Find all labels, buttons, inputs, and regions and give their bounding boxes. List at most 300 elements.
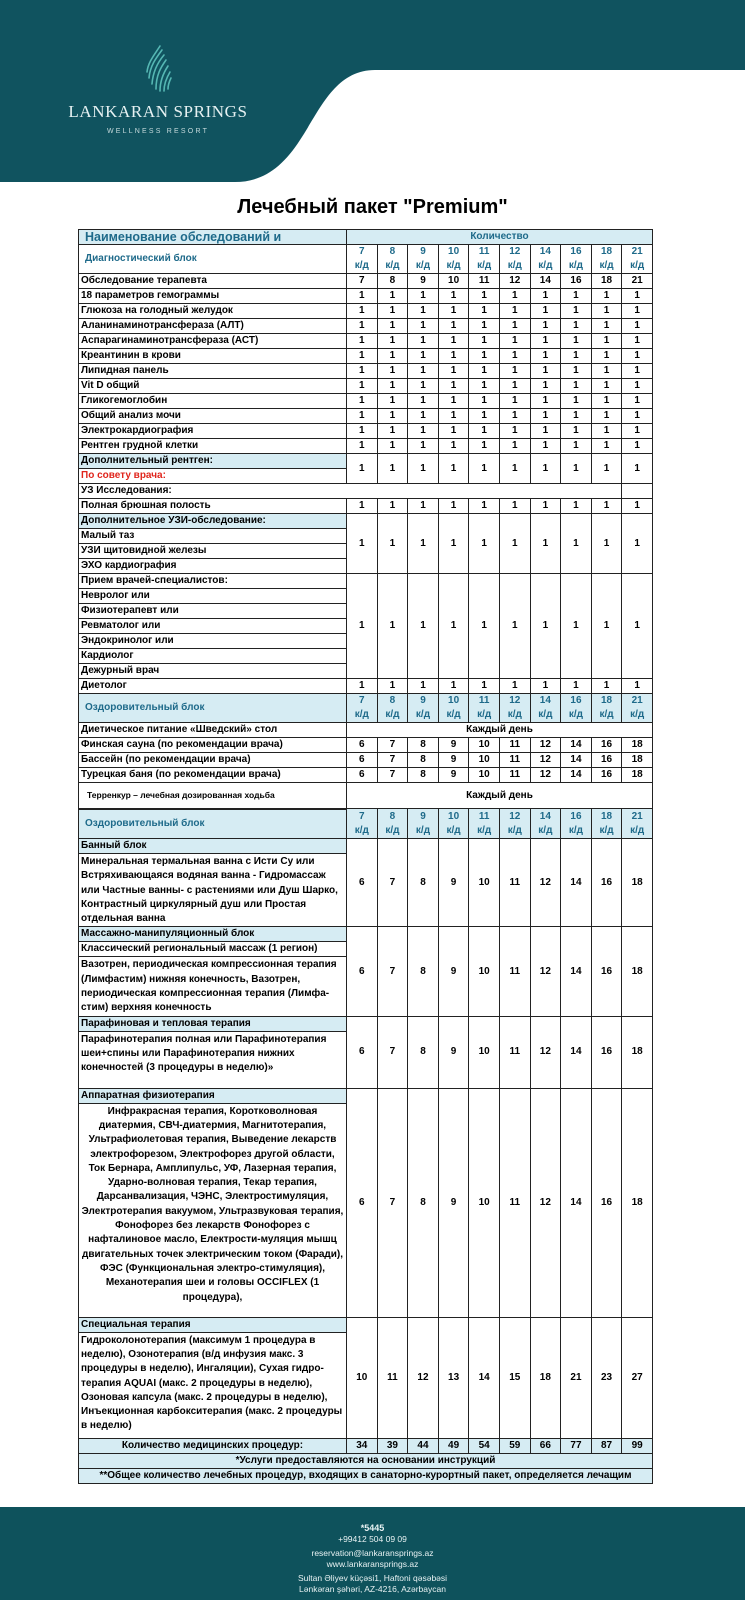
value-cell: 1	[347, 289, 378, 304]
day-column-header	[622, 245, 653, 274]
value-cell: 11	[499, 1088, 530, 1317]
brand-subtitle: WELLNESS RESORT	[106, 128, 210, 135]
day-unit: к/д	[415, 709, 431, 720]
column-header-quantity: Количество	[347, 230, 653, 245]
day-unit: к/д	[354, 709, 369, 720]
value-cell: 1	[499, 379, 530, 394]
value-cell: 8	[408, 1088, 439, 1317]
procedure-label: Гликогемоглобин	[79, 394, 347, 409]
value-cell: 1	[408, 379, 439, 394]
value-cell: 1	[591, 289, 622, 304]
procedure-label: Бассейн (по рекомендации врача)	[79, 753, 347, 768]
day-column-header	[347, 245, 378, 274]
specialist-label: Невролог или	[79, 589, 347, 604]
day-count: 7	[359, 810, 365, 822]
day-unit: к/д	[446, 824, 461, 836]
day-unit: к/д	[630, 824, 645, 836]
column-header-name: Наименование обследований и	[79, 230, 347, 245]
procedure-label: Общий анализ мочи	[79, 409, 347, 424]
value-cell: 18	[622, 753, 653, 768]
value-cell: 1	[622, 574, 653, 679]
value-cell: 14	[561, 927, 592, 1016]
value-cell: 54	[469, 1438, 500, 1453]
day-unit: к/д	[477, 824, 492, 836]
value-cell: 23	[591, 1317, 622, 1438]
value-cell: 10	[347, 1317, 378, 1438]
value-cell: 1	[561, 679, 592, 694]
day-unit: к/д	[568, 260, 584, 271]
value-cell: 14	[561, 1016, 592, 1088]
value-cell: 1	[622, 334, 653, 349]
value-cell: 1	[561, 319, 592, 334]
value-cell: 1	[408, 409, 439, 424]
value-cell: 16	[591, 753, 622, 768]
value-cell: 8	[408, 1016, 439, 1088]
day-count: 11	[478, 695, 490, 706]
value-cell: 1	[377, 289, 408, 304]
day-unit: к/д	[354, 824, 369, 836]
value-cell: 18	[622, 839, 653, 927]
value-cell: 1	[530, 439, 561, 454]
value-cell: 1	[408, 349, 439, 364]
value-cell: 1	[530, 454, 561, 484]
value-cell: 1	[499, 514, 530, 574]
group-title: Аппаратная физиотерапия	[79, 1088, 347, 1103]
value-cell: 1	[438, 319, 469, 334]
value-cell: 1	[438, 454, 469, 484]
drop-logo-icon	[140, 44, 176, 94]
value-cell: 1	[377, 454, 408, 484]
value-cell: 7	[377, 768, 408, 783]
brand-name: LANKARAN SPRINGS	[68, 102, 248, 121]
value-cell: 1	[530, 394, 561, 409]
value-cell: 1	[408, 334, 439, 349]
value-cell: 1	[377, 424, 408, 439]
value-cell: 1	[622, 454, 653, 484]
group-description: Минеральная термальная ванна с Исти Су или Встряхивающаяся водяная ванна - Гидромассаж или Частные ванны- с растениями или Душ Шарко, Контрастный циркулярный душ или Простая отдельная ванна	[79, 854, 347, 927]
procedure-label: Турецкая баня (по рекомендации врача)	[79, 768, 347, 783]
value-cell: 1	[622, 439, 653, 454]
day-unit: к/д	[415, 260, 431, 271]
value-cell: 18	[622, 738, 653, 753]
empty-cell	[622, 484, 653, 499]
procedure-label: Аланинаминотрансфераза (АЛТ)	[79, 319, 347, 334]
value-cell: 59	[499, 1438, 530, 1453]
day-count: 14	[539, 695, 551, 706]
value-cell: 1	[438, 289, 469, 304]
procedure-label: Обследование терапевта	[79, 274, 347, 289]
value-cell: 1	[469, 289, 500, 304]
value-cell: 1	[561, 514, 592, 574]
day-column-header	[499, 694, 530, 723]
group-subtitle: Классический региональный массаж (1 регион)	[79, 942, 347, 957]
value-cell: 1	[408, 424, 439, 439]
value-cell: 1	[377, 394, 408, 409]
value-cell: 1	[591, 379, 622, 394]
day-count: 12	[509, 695, 521, 706]
value-cell: 1	[438, 364, 469, 379]
day-unit: к/д	[568, 824, 584, 836]
day-count: 16	[570, 246, 582, 257]
value-cell: 1	[408, 304, 439, 319]
day-unit: к/д	[599, 260, 614, 271]
specialists-label: Прием врачей-специалистов:	[79, 574, 347, 589]
value-cell: 1	[530, 289, 561, 304]
value-cell: 16	[591, 927, 622, 1016]
value-cell: 14	[561, 768, 592, 783]
value-cell: 12	[530, 839, 561, 927]
wellness-row	[79, 753, 653, 768]
value-cell: 11	[499, 927, 530, 1016]
value-cell: 14	[469, 1317, 500, 1438]
dietolog-row	[79, 679, 653, 694]
value-cell: 1	[347, 679, 378, 694]
day-unit: к/д	[385, 709, 400, 720]
value-cell: 1	[622, 679, 653, 694]
day-column-header	[591, 809, 622, 839]
value-cell: 1	[469, 304, 500, 319]
value-cell: 1	[347, 454, 378, 484]
day-count: 14	[539, 810, 551, 822]
value-cell: 6	[347, 1088, 378, 1317]
diagnostic-row	[79, 289, 653, 304]
extra-xray-row	[79, 454, 653, 469]
day-unit: к/д	[354, 260, 369, 271]
short-number[interactable]: *5445	[360, 1523, 385, 1533]
day-column-header	[622, 809, 653, 839]
value-cell: 18	[622, 768, 653, 783]
value-cell: 1	[377, 379, 408, 394]
value-cell: 1	[469, 334, 500, 349]
value-cell: 6	[347, 839, 378, 927]
terrenkur-row	[79, 783, 653, 809]
value-cell: 1	[438, 379, 469, 394]
day-column-header	[530, 694, 561, 723]
value-cell: 1	[499, 289, 530, 304]
value-cell: 9	[438, 738, 469, 753]
value-cell: 1	[591, 349, 622, 364]
value-cell: 9	[438, 1016, 469, 1088]
day-column-header	[530, 245, 561, 274]
value-cell: 6	[347, 1016, 378, 1088]
value-cell: 1	[530, 499, 561, 514]
day-count: 16	[570, 810, 582, 822]
value-cell: 1	[622, 409, 653, 424]
value-cell: 1	[499, 439, 530, 454]
value-cell: 1	[561, 364, 592, 379]
day-column-header	[469, 694, 500, 723]
value-cell: 1	[469, 394, 500, 409]
day-column-header	[561, 245, 592, 274]
value-cell: 9	[408, 274, 439, 289]
value-cell: 1	[591, 394, 622, 409]
value-cell: 1	[408, 439, 439, 454]
package-table	[78, 229, 653, 1484]
day-unit: к/д	[446, 709, 461, 720]
value-cell: 8	[377, 274, 408, 289]
value-cell: 12	[499, 274, 530, 289]
value-cell: 1	[377, 499, 408, 514]
diagnostic-row	[79, 364, 653, 379]
day-count: 12	[509, 810, 521, 822]
value-cell: 1	[622, 514, 653, 574]
value-cell: 1	[591, 574, 622, 679]
diagnostic-row	[79, 409, 653, 424]
value-cell: 1	[561, 499, 592, 514]
value-cell: 1	[530, 574, 561, 679]
value-cell: 11	[499, 1016, 530, 1088]
day-unit: к/д	[538, 709, 553, 720]
value-cell: 1	[469, 454, 500, 484]
value-cell: 1	[561, 439, 592, 454]
day-column-header	[408, 245, 439, 274]
every-day-value: Каждый день	[347, 783, 653, 809]
note-row	[79, 1468, 653, 1483]
diagnostic-row	[79, 334, 653, 349]
value-cell: 1	[377, 334, 408, 349]
diagnostic-row	[79, 439, 653, 454]
value-cell: 1	[499, 319, 530, 334]
day-unit: к/д	[599, 709, 614, 720]
value-cell: 1	[499, 349, 530, 364]
day-column-header	[561, 809, 592, 839]
day-count: 10	[448, 695, 460, 706]
value-cell: 1	[438, 574, 469, 679]
day-unit: к/д	[538, 260, 553, 271]
value-cell: 87	[591, 1438, 622, 1453]
specialist-label: Эндокринолог или	[79, 634, 347, 649]
value-cell: 77	[561, 1438, 592, 1453]
value-cell: 1	[591, 454, 622, 484]
value-cell: 1	[499, 499, 530, 514]
day-unit: к/д	[507, 824, 522, 836]
value-cell: 1	[530, 319, 561, 334]
value-cell: 1	[377, 304, 408, 319]
value-cell: 1	[591, 439, 622, 454]
value-cell: 1	[561, 289, 592, 304]
value-cell: 1	[622, 304, 653, 319]
value-cell: 1	[499, 304, 530, 319]
procedure-label: Глюкоза на голодный желудок	[79, 304, 347, 319]
value-cell: 21	[622, 274, 653, 289]
value-cell: 1	[530, 349, 561, 364]
value-cell: 1	[622, 364, 653, 379]
us-item-label: ЭХО кардиография	[79, 559, 347, 574]
value-cell: 1	[561, 394, 592, 409]
day-unit: к/д	[599, 824, 614, 836]
procedure-label: Рентген грудной клетки	[79, 439, 347, 454]
day-count: 21	[631, 810, 643, 822]
us-label-row	[79, 484, 653, 499]
us-section-label: УЗ Исследования:	[79, 484, 622, 499]
value-cell: 14	[561, 753, 592, 768]
diagnostic-row	[79, 379, 653, 394]
value-cell: 1	[377, 574, 408, 679]
value-cell: 1	[347, 364, 378, 379]
group-description: Инфракрасная терапия, Коротковолновая диатермия, СВЧ-диатермия, Магнитотерапия, Ультрафиолетовая терапия, Выведение лекарств электрофорезом, Электрофорез другой области, Ток Бернара, Амплипульс, УФ, Лазерная терапия, Ударно-волновая терапия, Текар терапия, Дарсанвализация, ЧЭНС, Электростимуляция, Электротерапия вакуумом, Ультразвуковая терапия, Фонофорез без лекарств Фонофорез с нафталиновое масло, Електрости-муляция мышц двигательных точек электрическим током (Фаради), ФЭС (Функциональная электро-стимуляция), Механотерапия шеи и головы OCCIFLEX (1 процедура),	[79, 1103, 347, 1317]
total-row	[79, 1438, 653, 1453]
value-cell: 15	[499, 1317, 530, 1438]
value-cell: 7	[377, 1016, 408, 1088]
day-count: 7	[359, 246, 365, 257]
procedure-label: Креантинин в крови	[79, 349, 347, 364]
footer-contacts	[0, 1507, 745, 1600]
value-cell: 1	[408, 514, 439, 574]
value-cell: 9	[438, 927, 469, 1016]
day-unit: к/д	[507, 709, 522, 720]
value-cell: 1	[469, 499, 500, 514]
value-cell: 1	[469, 319, 500, 334]
value-cell: 1	[438, 394, 469, 409]
procedure-label: Липидная панель	[79, 364, 347, 379]
day-count: 21	[631, 695, 643, 706]
value-cell: 10	[469, 1016, 500, 1088]
group-description: Вазотрен, периодическая компрессионная терапия (Лимфастим) нижняя конечность, Вазотрен, периодическая компрессионная терапия (Лимфа-стим) верхняя конечность	[79, 957, 347, 1016]
diagnostic-row	[79, 274, 653, 289]
value-cell: 18	[591, 274, 622, 289]
diet-label: Диетическое питание «Шведский» стол	[79, 723, 347, 738]
value-cell: 27	[622, 1317, 653, 1438]
value-cell: 1	[530, 364, 561, 379]
day-unit: к/д	[630, 709, 645, 720]
value-cell: 1	[591, 679, 622, 694]
phone-number[interactable]: +99412 504 09 09	[338, 1533, 407, 1544]
procedure-label: Финская сауна (по рекомендации врача)	[79, 738, 347, 753]
wellness-block-label: Оздоровительный блок	[79, 809, 347, 839]
day-column-header	[591, 694, 622, 723]
value-cell: 1	[347, 424, 378, 439]
day-unit: к/д	[477, 260, 492, 271]
value-cell: 12	[530, 1088, 561, 1317]
day-count: 18	[600, 695, 613, 706]
value-cell: 8	[408, 753, 439, 768]
value-cell: 1	[469, 379, 500, 394]
day-column-header	[377, 694, 408, 723]
day-count: 16	[570, 695, 582, 706]
value-cell: 7	[347, 274, 378, 289]
value-cell: 1	[561, 574, 592, 679]
page-title: Лечебный пакет "Premium"	[237, 196, 508, 218]
value-cell: 1	[530, 409, 561, 424]
group-title: Специальная терапия	[79, 1317, 347, 1332]
day-count: 12	[509, 246, 521, 257]
value-cell: 1	[591, 364, 622, 379]
day-count: 11	[478, 246, 490, 257]
value-cell: 44	[408, 1438, 439, 1453]
day-unit: к/д	[538, 824, 553, 836]
value-cell: 1	[347, 439, 378, 454]
day-count: 8	[389, 246, 396, 257]
day-unit: к/д	[385, 824, 400, 836]
procedure-label: Vit D общий	[79, 379, 347, 394]
group-title-row	[79, 1088, 653, 1103]
group-title-row	[79, 1317, 653, 1332]
value-cell: 1	[530, 679, 561, 694]
day-unit: к/д	[630, 260, 645, 271]
value-cell: 1	[408, 394, 439, 409]
value-cell: 1	[377, 439, 408, 454]
value-cell: 1	[530, 379, 561, 394]
value-cell: 6	[347, 738, 378, 753]
day-unit: к/д	[568, 709, 584, 720]
value-cell: 18	[622, 927, 653, 1016]
value-cell: 8	[408, 738, 439, 753]
day-column-header	[408, 809, 439, 839]
value-cell: 12	[530, 738, 561, 753]
day-count: 10	[448, 810, 460, 822]
value-cell: 1	[347, 409, 378, 424]
wellness-header-row-2	[79, 809, 653, 839]
value-cell: 9	[438, 839, 469, 927]
value-cell: 1	[591, 499, 622, 514]
value-cell: 9	[438, 1088, 469, 1317]
value-cell: 11	[469, 274, 500, 289]
value-cell: 10	[438, 274, 469, 289]
day-column-header	[347, 809, 378, 839]
value-cell: 1	[591, 514, 622, 574]
value-cell: 1	[438, 439, 469, 454]
value-cell: 99	[622, 1438, 653, 1453]
value-cell: 1	[561, 409, 592, 424]
value-cell: 7	[377, 753, 408, 768]
group-title-row	[79, 839, 653, 854]
value-cell: 7	[377, 1088, 408, 1317]
procedure-label: Полная брюшная полость	[79, 499, 347, 514]
value-cell: 1	[561, 334, 592, 349]
header-banner	[0, 0, 745, 182]
day-count: 18	[600, 246, 613, 257]
procedure-label: 18 параметров гемограммы	[79, 289, 347, 304]
day-unit: к/д	[477, 709, 492, 720]
value-cell: 6	[347, 927, 378, 1016]
value-cell: 21	[561, 1317, 592, 1438]
day-column-header	[408, 694, 439, 723]
value-cell: 1	[469, 679, 500, 694]
day-unit: к/д	[385, 260, 400, 271]
value-cell: 8	[408, 839, 439, 927]
value-cell: 1	[438, 334, 469, 349]
value-cell: 1	[408, 364, 439, 379]
value-cell: 1	[438, 409, 469, 424]
value-cell: 16	[591, 1088, 622, 1317]
specialist-label: Физиотерапевт или	[79, 604, 347, 619]
website-link[interactable]: www.lankaransprings.az	[326, 1558, 419, 1569]
day-count: 9	[420, 695, 426, 706]
value-cell: 1	[499, 409, 530, 424]
email-link[interactable]: reservation@lankaransprings.az	[311, 1548, 434, 1558]
value-cell: 1	[561, 304, 592, 319]
wellness-row	[79, 738, 653, 753]
value-cell: 1	[499, 574, 530, 679]
day-count: 10	[448, 246, 460, 257]
value-cell: 1	[591, 424, 622, 439]
value-cell: 11	[499, 738, 530, 753]
value-cell: 18	[530, 1317, 561, 1438]
value-cell: 1	[622, 349, 653, 364]
value-cell: 16	[591, 1016, 622, 1088]
value-cell: 12	[530, 1016, 561, 1088]
total-label: Количество медицинских процедур:	[79, 1438, 347, 1453]
extra-xray-label: Дополнительный рентген:	[79, 454, 347, 469]
value-cell: 1	[561, 454, 592, 484]
group-description: Парафинотерапия полная или Парафинотерапия шеи+спины или Парафинотерапия нижних конечностей (3 процедуры в неделю)»	[79, 1031, 347, 1088]
wellness-block-label: Оздоровительный блок	[79, 694, 347, 723]
value-cell: 1	[469, 439, 500, 454]
value-cell: 1	[622, 394, 653, 409]
day-count: 7	[359, 695, 365, 706]
brand-logo[interactable]	[52, 44, 264, 135]
footnote: **Общее количество лечебных процедур, входящих в санаторно-курортный пакет, определяется лечащим	[79, 1468, 653, 1483]
